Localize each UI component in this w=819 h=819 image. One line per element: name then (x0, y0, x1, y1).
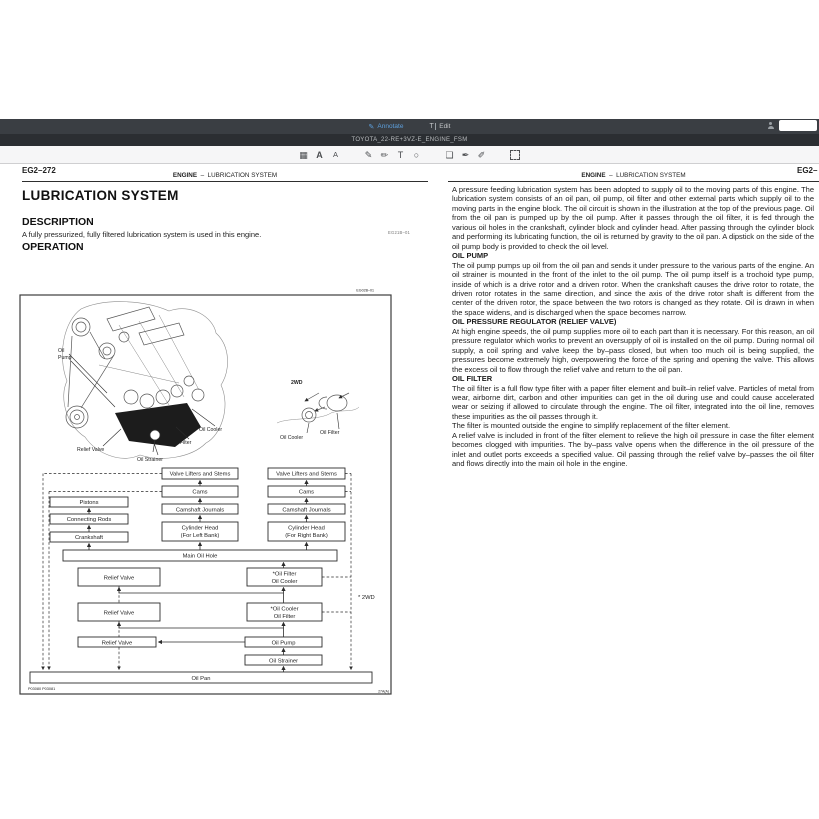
flow-oil-cooler-star: *Oil Cooler (270, 606, 299, 613)
flow-relief-valve-2: Relief Valve (103, 610, 135, 617)
paragraph-oil-filter-2: The filter is mounted outside the engine to simplify replacement of the filter element. (452, 421, 731, 431)
2wd-illustration (277, 393, 359, 433)
flow-oil-cooler-plain: Oil Cooler (271, 579, 298, 585)
annotate-label: Annotate (377, 123, 404, 130)
flow-cams-right: Cams (298, 489, 315, 496)
page-title: LUBRICATION SYSTEM (22, 188, 179, 203)
flow-valve-lifters-left: Valve Lifters and Stems (169, 471, 231, 478)
oil-filter-label: Oil Filter (172, 440, 192, 446)
filename-bar (0, 134, 819, 146)
lubrication-figure-svg (19, 285, 393, 697)
edit-text-icon: T (429, 123, 436, 130)
markup-view-icon[interactable]: ▦ (299, 149, 308, 160)
note-icon[interactable]: ❑ (445, 149, 454, 160)
running-header-section: ENGINE (581, 172, 606, 179)
flow-oil-filter-plain: Oil Filter (273, 614, 296, 620)
oil-pump-label2: Pump (58, 355, 72, 361)
search-input[interactable] (779, 120, 817, 131)
document-title: TOYOTA_22-RE+3VZ-E_ENGINE_FSM (351, 137, 468, 143)
text-tool-icon[interactable]: T (397, 149, 404, 160)
paragraph-oil-pressure-regulator: At high engine speeds, the oil pump supplies more oil to each part than it is necessary. For this reason, an oil pressure regulator which works to prevent an oversupply of oil is installed on the oil pump. During normal oil supply, a coil spring and valve keep the by–pass closed, but when too much oil is being supplied, the pressures become extremely high, overpowering the force of the spring and opening the valve. This allows the excess oil to flow through the relief valve and return to the oil pan. (452, 326, 814, 374)
running-header-section: ENGINE (172, 172, 198, 179)
paragraph-oil-filter-1: The oil filter is a full flow type filter with a paper filter element and built–in relief valve. Particles of metal from wear, airborne dirt, carbon and other impurities can get in the oil during use and could cause accelerated wear or seizing if allowed to circulate through the engine. The oil filter, integrated into the oil line, removes these impurities as the oil passes through it. (452, 383, 814, 421)
lubrication-figure (19, 285, 393, 697)
edit-label: Edit (439, 123, 451, 130)
flow-oil-pan: Oil Pan (191, 676, 211, 682)
flow-crankshaft: Crankshaft (74, 535, 104, 541)
running-header-dash: – (609, 172, 613, 179)
heading-oil-filter: OIL FILTER (452, 374, 493, 384)
left-header-rule (22, 181, 428, 182)
right-page-number: EG2– (797, 166, 818, 175)
flow-cylinder-head-right: Cylinder Head (288, 525, 325, 532)
flow-oil-pump: Oil Pump (271, 640, 296, 647)
flow-oil-strainer: Oil Strainer (269, 658, 298, 665)
running-header-dash: – (200, 172, 205, 179)
edit-button[interactable] (429, 123, 450, 130)
flow-cylinder-head-left: Cylinder Head (181, 525, 219, 532)
right-running-header (448, 172, 819, 179)
left-page-number: EG2–272 (22, 166, 56, 175)
engine-pushrods (99, 315, 199, 405)
paragraph-intro: A pressure feeding lubrication system has been adopted to supply oil to the moving parts of this engine. The lubrication system consists of an oil pan, oil pump, oil filter and other external parts which supply oil to the moving parts in the engine block. The oil circuit is shown in the illustration at the top of the previous page. Oil from the oil pan is pumped up by the oil pump. After it passes through the oil filter, it is fed through the various oil holes in the crankshaft, cylinder block and cylinder head. After passing through the cylinder block and performing its lubricating function, the oil is returned by gravity to the oil pan. A dipstick on the side of the oil pump body is provided to check the oil level. (452, 185, 814, 251)
flow-cams-left: Cams (192, 489, 208, 496)
draw-icon[interactable]: ✏ (380, 149, 389, 160)
right-header-rule (448, 181, 819, 182)
pen-icon[interactable]: ✐ (477, 149, 486, 160)
description-text: A fully pressurized, fully filtered lubrication system is used in this engine. (22, 230, 262, 239)
oil-strainer-shape (150, 430, 160, 440)
running-header-topic: LUBRICATION SYSTEM (207, 172, 278, 179)
flow-connecting-rods: Connecting Rods (66, 517, 112, 523)
flow-for-right-bank: (For Right Bank) (285, 533, 328, 539)
flow-relief-valve-1: Relief Valve (103, 575, 135, 582)
annotate-pencil-icon: ✎ (368, 123, 375, 131)
shapes-icon[interactable]: ○ (413, 149, 420, 160)
2wd-oil-filter-label: Oil Filter (320, 430, 340, 436)
left-running-header (22, 172, 428, 179)
pdf-page-area (0, 164, 819, 819)
share-person-icon[interactable] (767, 122, 774, 129)
heading-oil-pressure-regulator: OIL PRESSURE REGULATOR (RELIEF VALVE) (452, 317, 617, 327)
flow-relief-valve-3: Relief Valve (101, 640, 133, 647)
relief-valve-label: Relief Valve (77, 447, 105, 453)
flow-main-oil-hole: Main Oil Hole (182, 553, 218, 560)
running-header-topic: LUBRICATION SYSTEM (616, 172, 686, 179)
flow-valve-lifters-right: Valve Lifters and Stems (276, 471, 337, 478)
heading-oil-pump: OIL PUMP (452, 251, 489, 261)
annotation-menubar (0, 119, 819, 134)
flow-camshaft-journals-right: Camshaft Journals (282, 507, 331, 514)
markup-toolbar (0, 146, 819, 164)
text-style-icon[interactable]: A (316, 149, 323, 160)
figure-bottom-code: 27A(A) (378, 689, 389, 694)
flow-pistons: Pistons (79, 500, 99, 506)
paragraph-oil-filter-3: A relief valve is included in front of the filter element to relieve the high oil pressure in case the filter element becomes clogged with impurities. The by–pass valve opens when the difference in the oil pressure of the inlet and outlet ports exceeds a specified value. Oil passing through the relief valve by–passes the oil filter and flows directly into the main oil hole in the engine. (452, 430, 814, 469)
2wd-oil-cooler-label: Oil Cooler (280, 435, 304, 441)
oil-cooler-label: Oil Cooler (199, 427, 223, 433)
selection-icon[interactable] (510, 150, 520, 160)
description-code: EG21B–01 (388, 230, 411, 235)
2wd-label: 2WD (291, 380, 303, 386)
flow-camshaft-journals-left: Camshaft Journals (175, 507, 225, 514)
text-style-small-icon[interactable]: A (332, 149, 338, 159)
operation-heading: OPERATION (22, 241, 84, 253)
sign-icon[interactable]: ✒ (461, 149, 470, 160)
figure-code: EG02B–01 (356, 288, 374, 293)
description-heading: DESCRIPTION (22, 216, 94, 228)
annotate-button[interactable] (369, 123, 404, 131)
figure-photo-codes: P03080 P03081 (28, 687, 56, 691)
flow-oil-filter-star: *Oil Filter (272, 571, 297, 578)
flow-for-left-bank: (For Left Bank) (180, 533, 220, 539)
oil-pump-label: Oil (58, 348, 65, 354)
sketch-icon[interactable]: ✎ (364, 149, 373, 160)
right-page-body (452, 185, 814, 469)
paragraph-oil-pump: The oil pump pumps up oil from the oil pan and sends it under pressure to the various parts of the engine. An oil strainer is mounted in the front of the inlet to the oil pump. The oil pump itself is a trochoid type pump, inside of which is a drive rotor and a driven rotor. When the crankshaft causes the drive rotor to rotate, the driven rotor rotates in the same direction, and since the axis of the drive rotor shaft is different from the center of the driven rotor, the space between the two rotors is changed as they rotate. Oil is drawn in when the space widens, and is discharged when the space becomes narrow. (452, 260, 814, 317)
figure-2wd-footnote: * 2WD (358, 595, 375, 601)
oil-strainer-label: Oil Strainer (137, 457, 163, 463)
